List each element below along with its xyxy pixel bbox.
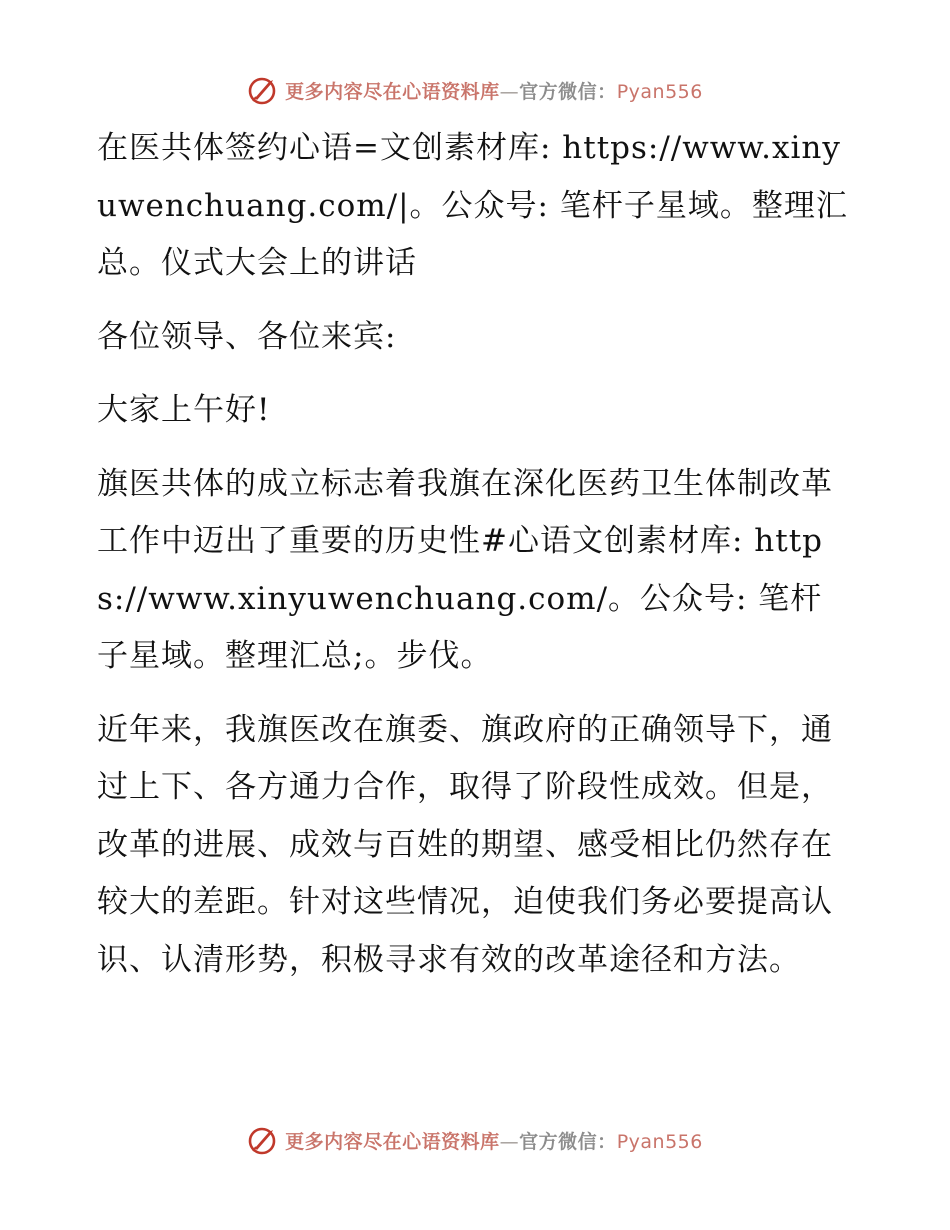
footer-wechat-id: Pyan556 — [616, 1130, 703, 1153]
document-body — [97, 120, 849, 1005]
footer-separator: — — [499, 1130, 520, 1153]
paragraph-body: 近年来，我旗医改在旗委、旗政府的正确领导下，通过上下、各方通力合作，取得了阶段性成效。但是，改革的进展、成效与百姓的期望、感受相比仍然存在较大的差距。针对这些情况，迫使我们务必要提高认识、认清形势，积极寻求有效的改革途径和方法。 — [97, 711, 833, 978]
header-wechat-id: Pyan556 — [616, 80, 703, 103]
header-text — [285, 77, 703, 104]
footer-text — [285, 1127, 703, 1154]
header-official-text: 官方微信： — [519, 80, 617, 103]
paragraph-greeting: 大家上午好! — [97, 392, 271, 428]
header-banner — [0, 70, 950, 110]
paragraph-body: 旗医共体的成立标志着我旗在深化医药卫生体制改革工作中迈出了重要的历史性#心语文创素材库: https://www.xinyuwenchuang.com/。公众号: 笔杆子星域。整理汇总;。步伐。 — [97, 465, 833, 674]
footer-banner — [0, 1120, 950, 1160]
quill-pen-logo-icon — [247, 1124, 279, 1156]
paragraph-salutation: 各位领导、各位来宾: — [97, 318, 397, 355]
paragraph-title: 在医共体签约心语=文创素材库: https://www.xinyuwenchuang.com/|。公众号: 笔杆子星域。整理汇总。仪式大会上的讲话 — [97, 130, 848, 281]
quill-pen-logo-icon — [247, 74, 279, 106]
footer-official-text: 官方微信： — [519, 1130, 617, 1153]
footer-main-text: 更多内容尽在心语资料库 — [285, 1130, 500, 1153]
header-main-text: 更多内容尽在心语资料库 — [285, 80, 500, 103]
header-separator: — — [499, 80, 520, 103]
